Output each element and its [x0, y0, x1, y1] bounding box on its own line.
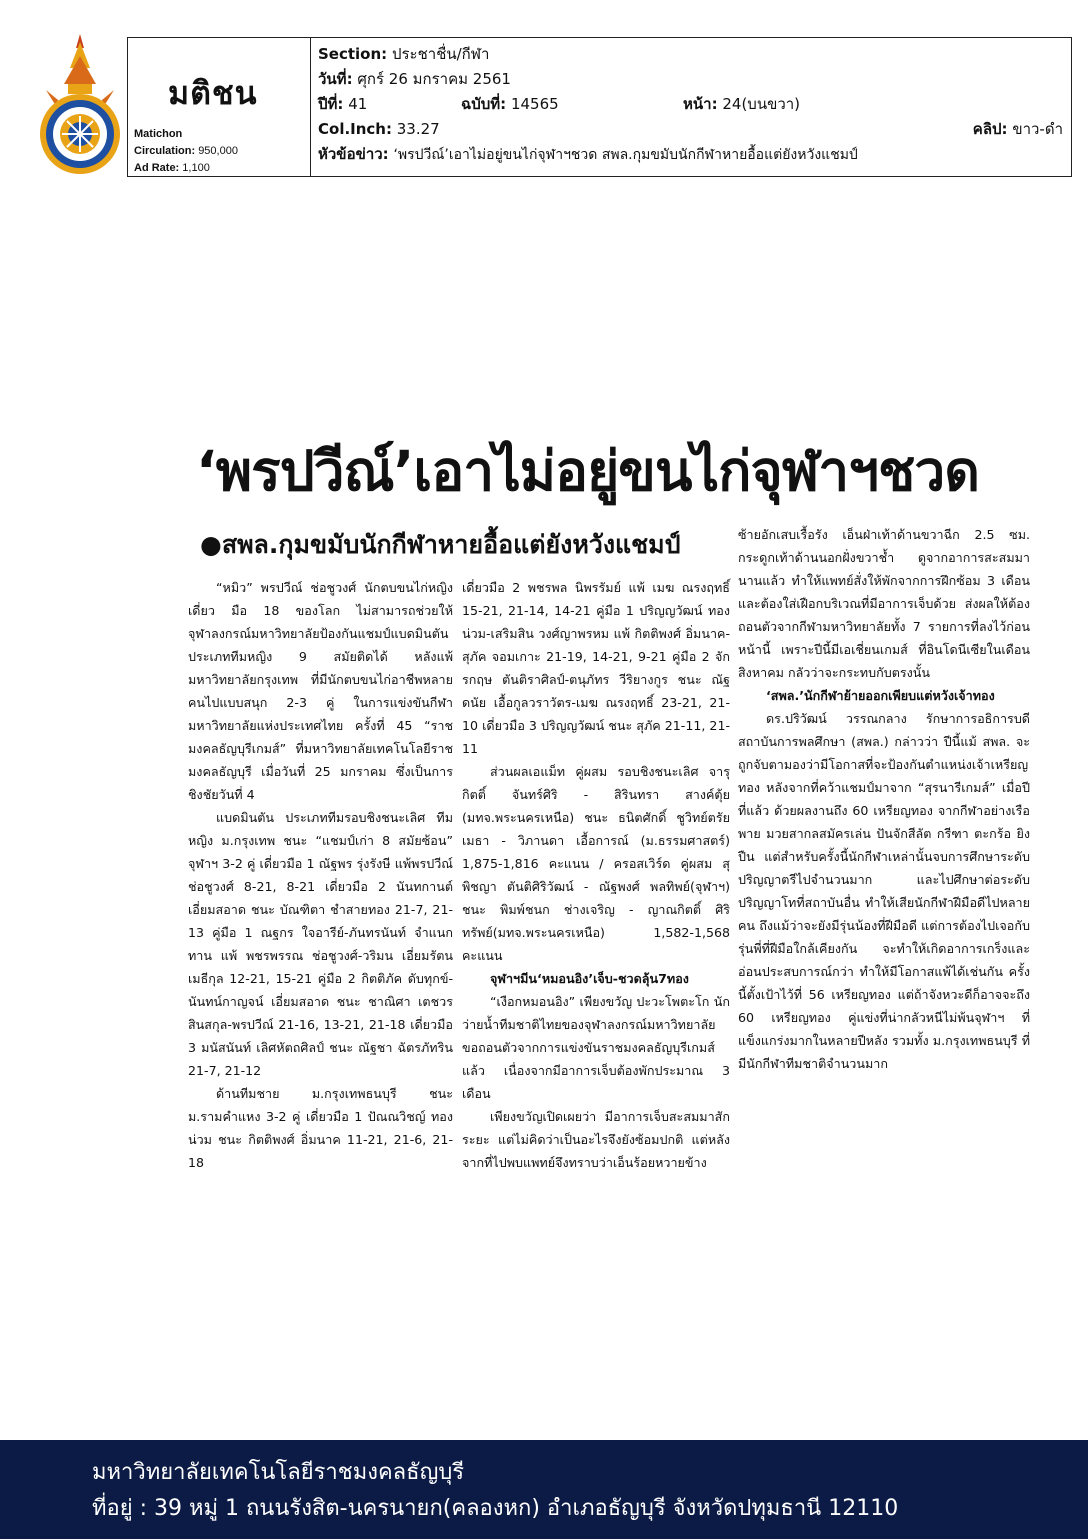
- publication-meta: [134, 126, 238, 177]
- footer-university-name: มหาวิทยาลัยเทคโนโลยีราชมงคลธัญบุรี: [92, 1460, 465, 1485]
- publication-name: มติชน: [168, 74, 258, 112]
- paragraph: ส่วนผลเอแม็ท คู่ผสม รอบชิงชนะเลิศ จารุกิตติ์ จันทร์ศิริ - สิรินทรา สางค์ตุ้ย (มทจ.พระนครเหนือ) ชนะ ธนิตศักดิ์ ชูวิทย์ตรัยเมธา - วิภานดา เอื้อการณ์ (ม.ธรรมศาสตร์) 1,875-1,816 คะแนน / ครอสเวิร์ด คู่ผสม สุพิชญา ตันติศิริวัฒน์ - ณัฐพงศ์ พลทิพย์(จุฬาฯ) ชนะ พิมพ์ชนก ช่างเจริญ - ญาณกิตติ์ ศิริทรัพย์(มทจ.พระนครเหนือ) 1,582-1,568 คะแนน: [462, 764, 730, 963]
- date-row: [318, 67, 1063, 92]
- paragraph: ด้านทีมชาย ม.กรุงเทพธนบุรี ชนะ ม.รามคำแหง 3-2 คู่ เดี่ยวมือ 1 ปัณณวิชญ์ ทองน่วม ชนะ กิตติพงศ์ อิ่มนาค 11-21, 21-6, 21-18: [188, 1086, 453, 1170]
- year-value: 41: [348, 95, 368, 113]
- section-subheading: ‘สพล.’นักกีฬาย้ายออกเพียบแต่หวังเจ้าทอง: [766, 688, 995, 703]
- article-column-1: [188, 576, 453, 1174]
- section-subheading: จุฬาฯมีน‘หมอนอิง’เจ็บ-ชวดลุ้น7ทอง: [490, 971, 689, 986]
- paragraph: เพียงขวัญเปิดเผยว่า มีอาการเจ็บสะสมมาสักระยะ แต่ไม่คิดว่าเป็นอะไรจึงยังซ้อมปกติ แต่หลังจากที่ไปพบแพทย์จึงทราบว่าเอ็นร้อยหวายข้าง: [462, 1109, 730, 1170]
- clip-label: คลิป:: [972, 120, 1008, 138]
- paragraph: แบดมินตัน ประเภททีมรอบชิงชนะเลิศ ทีมหญิง ม.กรุงเทพ ชนะ “แชมป์เก่า 8 สมัยซ้อน” จุฬาฯ 3-2 คู่ เดี่ยวมือ 1 ณัฐพร รุ่งรังษี แพ้พรปวีณ์ ช่อชูวงศ์ 8-21, 8-21 เดี่ยวมือ 2 นันทกานต์ เอี่ยมสอาด ชนะ บัณฑิตา ชำสายทอง 21-7, 21-13 คู่มือ 1 ณฐกร ใจอารีย์-ภันทรนันท์ จำแนกทาน แพ้ พชรพรรณ ช่อชูวงศ์-วริมน เอี่ยมรัตนเมธีกุล 12-21, 15-21 คู่มือ 2 กิตติภัค ดับทุกข์-นันทน์กาญจน์ เอี่ยมสอาด ชนะ ชาณิศา เตชวรสินสกุล-พรปวีณ์ 21-16, 13-21, 21-18 เดี่ยวมือ 3 มนัสนันท์ เลิศหัตถศิลป์ ชนะ ณัฐชา ฉัตรภัทริน 21-7, 21-12: [188, 810, 453, 1078]
- colinch-row: [318, 117, 1063, 142]
- date-value: ศุกร์ 26 มกราคม 2561: [357, 70, 511, 88]
- ad-rate-label: Ad Rate:: [134, 162, 180, 174]
- issue-value: 14565: [510, 95, 559, 113]
- circulation-label: Circulation:: [134, 145, 196, 157]
- article-column-2: [462, 576, 730, 1174]
- footer-bar: [0, 1440, 1088, 1539]
- paragraph: เดี่ยวมือ 2 พชรพล นิพรรัมย์ แพ้ เมฆ ณรงฤทธิ์ 15-21, 21-14, 14-21 คู่มือ 1 ปริญญวัฒน์ ทองน่วม-เสริมสิน วงศ์ญาพรหม แพ้ กิตติพงศ์ อิ่มนาค-สุภัค จอมเกาะ 21-19, 14-21, 9-21 คู่มือ 2 จักรกฤษ ตันติราศิลป์-ตนุภัทร วีริยางกูร ชนะ ณัฐดนัย เอื้อกูลวราวัตร-เมฆ ณรงฤทธิ์ 23-21, 21-10 เดี่ยวมือ 3 ปริญญวัฒน์ ชนะ สุภัค 21-11, 21-11: [462, 580, 730, 756]
- date-label: วันที่:: [318, 70, 353, 88]
- section-row: [318, 42, 1063, 67]
- footer-address: ที่อยู่ : 39 หมู่ 1 ถนนรังสิต-นครนายก(คลองหก) อำเภอธัญบุรี จังหวัดปทุมธานี 12110: [92, 1496, 899, 1521]
- clip-value: ขาว-ดำ: [1012, 120, 1063, 138]
- headline-row: [318, 142, 1063, 167]
- headline-label: หัวข้อข่าว:: [318, 145, 389, 163]
- year-label: ปีที่:: [318, 95, 344, 113]
- article-headline: ‘พรปวีณ์’เอาไม่อยู่ขนไก่จุฬาฯชวด: [196, 439, 979, 503]
- paragraph: ซ้ายอักเสบเรื้อรัง เอ็นฝ่าเท้าด้านขวาฉีก 2.5 ซม. กระดูกเท้าด้านนอกฝั่งขวาช้ำ ดูจากอาการสะสมมานานแล้ว ทำให้แพทย์สั่งให้พักจากการฝึกซ้อม 3 เดือน และต้องใส่เฝือกบริเวณที่มีอาการเจ็บด้วย ส่งผลให้ต้องถอนตัวจากกีฬามหาวิทยาลัยทั้ง 7 รายการที่ลงไว้ก่อนหน้านี้ เพราะปีนี้มีเอเชี่ยนเกมส์ ที่อินโดนีเซียในเดือนสิงหาคม กลัวว่าจะกระทบกับตรงนั้น: [738, 527, 1030, 680]
- clip-details: [318, 42, 1063, 167]
- clip-info-box: [127, 37, 1072, 177]
- publication-panel: [128, 38, 311, 176]
- page-value: 24(บนขวา): [722, 95, 801, 113]
- section-value: ประชาชื่น/กีฬา: [391, 45, 490, 63]
- circulation-value: 950,000: [198, 145, 238, 157]
- publication-name-latin: Matichon: [134, 128, 183, 140]
- paragraph: ดร.ปริวัฒน์ วรรณกลาง รักษาการอธิการบดีสถาบันการพลศึกษา (สพล.) กล่าวว่า ปีนี้แม้ สพล. จะถูกจับตามองว่ามีโอกาสที่จะป้องกันตำแหน่งเจ้าเหรียญทอง หลังจากที่คว้าแชมป์มาจาก “สุรนารีเกมส์” เมื่อปีที่แล้ว ด้วยผลงานถึง 60 เหรียญทอง จากกีฬาอย่างเรือพาย มวยสากลสมัครเล่น ปันจักสีลัต กรีฑา ตะกร้อ ยิงปืน แต่สำหรับครั้งนี้นักกีฬาเหล่านั้นจบการศึกษาระดับปริญญาตรีไปจำนวนมาก และไปศึกษาต่อระดับปริญญาโทที่สถาบันอื่น ทำให้เสียนักกีฬาฝีมือดีไปหลายคน ถึงแม้ว่าจะยังมีรุ่นน้องที่ฝีมือดี แต่การต้องไปเจอกับรุ่นพี่ที่ฝีมือใกล้เคียงกัน จะทำให้เกิดอาการเกร็งและอ่อนประสบการณ์กว่า ทำให้มีโอกาสแพ้ได้เช่นกัน ครั้งนี้ตั้งเป้าไว้ที่ 56 เหรียญทอง แต่ถ้าจังหวะดีก็อาจจะถึง 60 เหรียญทอง คู่แข่งที่น่ากลัวหนีไม่พ้นจุฬาฯ ที่แข็งแกร่งมากในหลายปีหลัง รวมทั้ง ม.กรุงเทพธนบุรี ที่มีนักกีฬาทีมชาติจำนวนมาก: [738, 711, 1030, 1071]
- paragraph: “หมิว” พรปวีณ์ ช่อชูวงศ์ นักตบขนไก่หญิงเดี่ยว มือ 18 ของโลก ไม่สามารถช่วยให้จุฬาลงกรณ์มหาวิทยาลัยป้องกันแชมป์แบดมินตันประเภททีมหญิง 9 สมัยติดได้ หลังแพ้มหาวิทยาลัยกรุงเทพ ที่มีนักตบขนไก่อาชีพหลายคนไปแบบสนุก 2-3 คู่ ในการแข่งขันกีฬามหาวิทยาลัยแห่งประเทศไทย ครั้งที่ 45 “ราชมงคลธัญบุรีเกมส์” ที่มหาวิทยาลัยเทคโนโลยีราชมงคลธัญบุรี เมื่อวันที่ 25 มกราคม ซึ่งเป็นการชิงชัยวันที่ 4: [188, 580, 453, 802]
- article-column-3: [738, 523, 1030, 1075]
- colinch-value: 33.27: [396, 120, 440, 138]
- headline-value: ‘พรปวีณ์’เอาไม่อยู่ขนไก่จุฬาฯชวด สพล.กุมขมับนักกีฬาหายอื้อแต่ยังหวังแชมป์: [393, 147, 858, 163]
- section-label: Section:: [318, 45, 388, 63]
- page-label: หน้า:: [683, 95, 718, 113]
- university-seal-icon: [38, 34, 122, 176]
- issue-row: [318, 92, 1063, 117]
- ad-rate-value: 1,100: [182, 162, 210, 174]
- article-subheadline: ●สพล.กุมขมับนักกีฬาหายอื้อแต่ยังหวังแชมป์: [200, 530, 681, 559]
- colinch-label: Col.Inch:: [318, 120, 392, 138]
- paragraph: “เงือกหมอนอิง” เพียงขวัญ ปะวะโพตะโก นักว่ายน้ำทีมชาติไทยของจุฬาลงกรณ์มหาวิทยาลัย ขอถอนตัวจากการแข่งขันราชมงคลธัญบุรีเกมส์ แล้ว เนื่องจากมีอาการเจ็บต้องพักประมาณ 3 เดือน: [462, 994, 730, 1101]
- issue-label: ฉบับที่:: [461, 95, 507, 113]
